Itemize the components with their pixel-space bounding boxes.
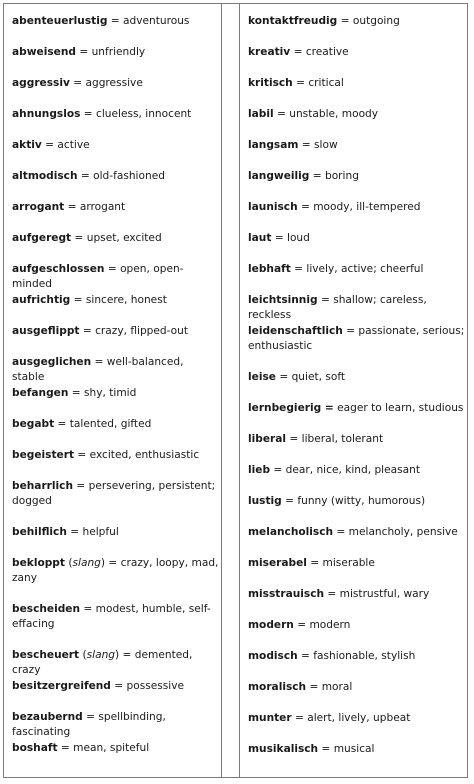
german-word: launisch <box>248 201 298 213</box>
german-word: bekloppt <box>12 557 65 569</box>
german-word: aufrichtig <box>12 294 71 306</box>
vocab-entry <box>12 293 219 308</box>
vocabulary-table <box>3 3 468 778</box>
english-translation: = liberal, tolerant <box>286 433 384 445</box>
german-word: lustig <box>248 495 282 507</box>
english-translation: = open, open-minded <box>12 263 184 290</box>
german-word: besitzergreifend <box>12 680 111 692</box>
german-word: ahnungslos <box>12 108 81 120</box>
vocab-entry <box>12 76 219 91</box>
vocab-entry <box>12 525 219 540</box>
english-translation: = lively, active; cheerful <box>290 263 424 275</box>
english-translation: = loud <box>271 232 310 244</box>
english-translation: = dear, nice, kind, pleasant <box>270 464 421 476</box>
vocab-entry <box>248 401 465 416</box>
english-translation: = modern <box>293 619 351 631</box>
english-translation: = persevering, persistent; dogged <box>12 480 216 507</box>
vocab-entry <box>12 448 219 463</box>
german-word: begabt <box>12 418 55 430</box>
english-translation: = excited, enthusiastic <box>74 449 200 461</box>
english-translation: = modest, humble, self-effacing <box>12 603 211 630</box>
english-translation: = active <box>41 139 90 151</box>
german-word: ausgeglichen <box>12 356 92 368</box>
english-translation: = old-fashioned <box>77 170 165 182</box>
english-translation: = funny (witty, humorous) <box>281 495 426 507</box>
german-word: beharrlich <box>12 480 73 492</box>
vocab-entry <box>12 602 219 632</box>
vocab-entry <box>12 479 219 509</box>
vocab-entry <box>248 45 465 60</box>
german-word: aggressiv <box>12 77 70 89</box>
english-translation: = aggressive <box>69 77 143 89</box>
german-word: modern <box>248 619 294 631</box>
english-translation: = fashionable, stylish <box>297 650 416 662</box>
english-translation: = unfriendly <box>75 46 146 58</box>
english-translation: = passionate, serious; enthusiastic <box>248 325 465 352</box>
vocab-entry <box>248 138 465 153</box>
german-word: leidenschaftlich <box>248 325 343 337</box>
german-word: bescheuert <box>12 649 80 661</box>
german-word: langsam <box>248 139 299 151</box>
german-word: aufgeschlossen <box>12 263 105 275</box>
usage-note: slang <box>86 649 116 661</box>
german-word: lieb <box>248 464 271 476</box>
german-word: liberal <box>248 433 287 445</box>
vocab-entry <box>12 679 219 694</box>
vocab-entry <box>248 649 465 664</box>
german-word: kreativ <box>248 46 291 58</box>
usage-note: slang <box>72 557 101 569</box>
english-translation: = moody, ill-tempered <box>297 201 421 213</box>
german-word: leise <box>248 371 276 383</box>
german-word: moralisch <box>248 681 307 693</box>
english-translation: = possessive <box>110 680 185 692</box>
english-translation: = helpful <box>66 526 119 538</box>
english-translation: eager to learn, studious <box>333 402 464 414</box>
vocab-entry <box>248 618 465 633</box>
english-translation: = clueless, innocent <box>80 108 192 120</box>
german-word: leichtsinnig <box>248 294 318 306</box>
german-word: melancholisch <box>248 526 334 538</box>
english-translation: = arrogant <box>64 201 126 213</box>
vocab-entry <box>12 355 219 385</box>
vocab-entry <box>248 711 465 726</box>
english-translation: = miserable <box>306 557 375 569</box>
german-word: laut <box>248 232 272 244</box>
vocab-entry <box>248 525 465 540</box>
vocab-entry <box>248 107 465 122</box>
german-word: bescheiden <box>12 603 81 615</box>
vocab-entry <box>248 169 465 184</box>
vocab-entry <box>12 262 219 292</box>
english-translation: = melancholy, pensive <box>333 526 458 538</box>
vocab-entry <box>12 324 219 339</box>
vocab-entry <box>12 231 219 246</box>
german-word: ausgeflippt <box>12 325 80 337</box>
english-translation: = shy, timid <box>68 387 137 399</box>
english-translation: = outgoing <box>337 15 400 27</box>
english-translation: = unstable, moody <box>273 108 379 120</box>
vocab-entry <box>248 463 465 478</box>
english-translation: = shallow; careless, reckless <box>248 294 427 321</box>
vocab-entry <box>12 386 219 401</box>
german-word: misstrauisch <box>248 588 325 600</box>
english-translation: = slow <box>298 139 338 151</box>
vocab-entry <box>248 680 465 695</box>
german-word: lernbegierig = <box>248 402 334 414</box>
german-word: aufgeregt <box>12 232 72 244</box>
vocab-entry <box>248 324 465 354</box>
german-word: munter <box>248 712 292 724</box>
german-word: langweilig <box>248 170 310 182</box>
german-word: begeistert <box>12 449 75 461</box>
vocab-entry <box>12 710 219 740</box>
english-translation: = mistrustful, wary <box>324 588 430 600</box>
english-translation: = crazy, loopy, mad, zany <box>12 557 219 584</box>
vocab-entry <box>248 556 465 571</box>
vocab-entry <box>248 293 465 323</box>
german-word: abweisend <box>12 46 76 58</box>
german-word: aktiv <box>12 139 42 151</box>
vocab-entry <box>248 742 465 757</box>
german-word: boshaft <box>12 742 58 754</box>
german-word: kontaktfreudig <box>248 15 338 27</box>
german-word: lebhaft <box>248 263 291 275</box>
vocab-entry <box>248 76 465 91</box>
german-word: musikalisch <box>248 743 319 755</box>
german-word: abenteuerlustig <box>12 15 108 27</box>
german-word: labil <box>248 108 274 120</box>
vocab-entry <box>12 45 219 60</box>
english-translation: = boring <box>309 170 359 182</box>
vocab-entry <box>12 417 219 432</box>
german-word: miserabel <box>248 557 307 569</box>
vocab-entry <box>12 14 219 29</box>
vocab-entry <box>12 741 219 756</box>
vocab-entry <box>248 587 465 602</box>
german-word: modisch <box>248 650 298 662</box>
vocab-entry <box>248 432 465 447</box>
german-word: behilflich <box>12 526 67 538</box>
english-translation: = spellbinding, fascinating <box>12 711 166 738</box>
vocab-entry <box>12 107 219 122</box>
vocab-entry <box>248 200 465 215</box>
vocab-entry: bekloppt (slang) = crazy, loopy, mad, zany <box>12 557 219 584</box>
vocab-entry <box>12 169 219 184</box>
english-translation: = demented, crazy <box>12 649 193 676</box>
vocab-entry <box>248 494 465 509</box>
vocab-entry <box>248 231 465 246</box>
english-translation: = mean, spiteful <box>57 742 150 754</box>
german-word: kritisch <box>248 77 293 89</box>
vocab-entry <box>248 370 465 385</box>
vocab-entry <box>12 138 219 153</box>
german-word: befangen <box>12 387 69 399</box>
english-translation: = crazy, flipped-out <box>79 325 189 337</box>
english-translation: = upset, excited <box>71 232 162 244</box>
english-translation: = well-balanced, stable <box>12 356 184 383</box>
vocab-entry <box>248 14 465 29</box>
english-translation: = quiet, soft <box>275 371 346 383</box>
right-column <box>240 4 467 777</box>
german-word: arrogant <box>12 201 65 213</box>
english-translation: = moral <box>306 681 353 693</box>
english-translation: = talented, gifted <box>54 418 152 430</box>
english-translation: = adventurous <box>107 15 190 27</box>
column-divider <box>222 4 240 777</box>
vocab-entry: bescheuert (slang) = demented, crazy <box>12 649 193 676</box>
english-translation: = critical <box>292 77 344 89</box>
english-translation: = musical <box>318 743 375 755</box>
german-word: bezaubernd <box>12 711 83 723</box>
german-word: altmodisch <box>12 170 78 182</box>
english-translation: = creative <box>290 46 349 58</box>
vocab-entry <box>248 262 465 277</box>
left-column <box>4 4 222 777</box>
english-translation: = alert, lively, upbeat <box>291 712 411 724</box>
english-translation: = sincere, honest <box>70 294 167 306</box>
vocab-entry <box>12 200 219 215</box>
